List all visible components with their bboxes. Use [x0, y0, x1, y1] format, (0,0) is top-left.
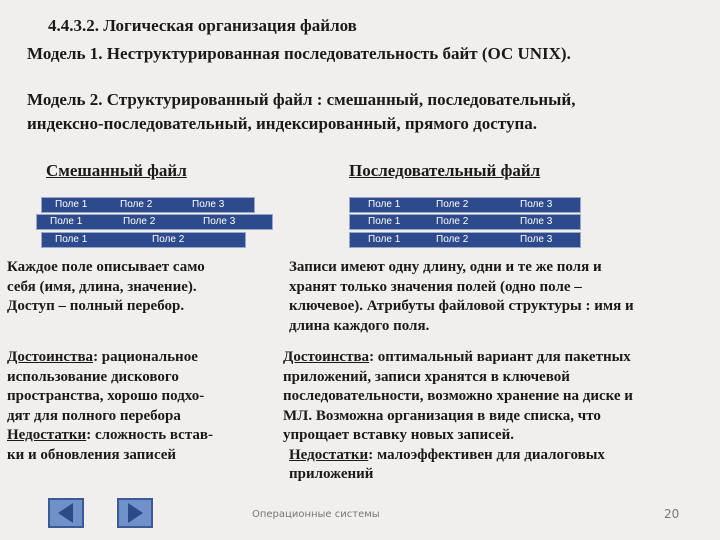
footer-text: Операционные системы [252, 509, 380, 520]
advantages-text: : оптимальный вариант для пакетных [369, 349, 631, 365]
text-line: использование дискового [7, 368, 179, 385]
page-number: 20 [664, 507, 680, 521]
text-line: себя (имя, длина, значение). [7, 278, 197, 295]
model2-line1: Модель 2. Структурированный файл : смешанный, последовательный, [27, 90, 576, 109]
text-line: ки и обновления записей [7, 446, 177, 463]
field-label: Поле 2 [120, 199, 153, 210]
field-label: Поле 3 [520, 234, 553, 245]
disadvantages-line [283, 446, 715, 466]
field-label: Поле 2 [123, 216, 156, 227]
sequential-pros-cons [283, 348, 715, 485]
field-label: Поле 1 [368, 234, 401, 245]
triangle-right-icon [119, 500, 151, 526]
page-heading: 4.4.3.2. Логическая организация файлов [48, 16, 357, 35]
sequential-record-3 [349, 232, 581, 248]
advantages-text: : рациональное [93, 349, 198, 365]
field-label: Поле 1 [368, 199, 401, 210]
disadvantages-line [7, 426, 272, 446]
disadvantages-text: : малоэффективен для диалоговых [368, 446, 605, 463]
field-label: Поле 1 [55, 199, 88, 210]
text-line: приложений, записи хранятся в ключевой [283, 368, 570, 385]
text-line: Доступ – полный перебор. [7, 298, 185, 314]
advantages-label: Достоинства [7, 349, 94, 365]
field-label: Поле 2 [436, 234, 469, 245]
field-label: Поле 1 [50, 216, 83, 227]
field-label: Поле 2 [436, 199, 469, 210]
mixed-record-3 [41, 232, 246, 248]
text-line: последовательности, возможно хранение на диске и [283, 388, 633, 404]
sequential-record-1 [349, 197, 581, 213]
field-label: Поле 1 [55, 234, 88, 245]
advantages-label: Достоинства [283, 349, 370, 365]
advantages-line [7, 348, 272, 368]
triangle-left-icon [50, 500, 82, 526]
text-line: хранят только значения полей (одно поле – [289, 278, 582, 295]
model2-line2: индексно-последовательный, индексированный, прямого доступа. [27, 114, 537, 133]
text-line: дят для полного перебора [7, 407, 181, 424]
field-label: Поле 3 [520, 216, 553, 227]
mixed-description [7, 258, 272, 317]
prev-slide-button[interactable] [48, 498, 84, 528]
text-line: Записи имеют одну длину, одни и те же поля и [289, 259, 602, 275]
sequential-description [289, 258, 714, 336]
text-line: длина каждого поля. [289, 317, 430, 334]
mixed-pros-cons [7, 348, 272, 465]
field-label: Поле 3 [192, 199, 225, 210]
model2-text [27, 88, 707, 136]
disadvantages-label: Недостатки [7, 427, 87, 443]
text-line: пространства, хорошо подхо- [7, 388, 205, 404]
field-label: Поле 3 [520, 199, 553, 210]
disadvantages-text: : сложность встав- [86, 427, 213, 443]
field-label: Поле 3 [203, 216, 236, 227]
field-label: Поле 1 [368, 216, 401, 227]
text-line: приложений [289, 466, 374, 482]
sequential-record-2 [349, 214, 581, 230]
sequential-file-title: Последовательный файл [349, 161, 541, 180]
mixed-record-2 [36, 214, 273, 230]
text-line: ключевое). Атрибуты файловой структуры : имя и [289, 298, 634, 314]
disadvantages-label: Недостатки [289, 446, 369, 463]
mixed-record-1 [41, 197, 255, 213]
model1-text: Модель 1. Неструктурированная последовательность байт (ОС UNIX). [27, 44, 571, 63]
text-line: Каждое поле описывает само [7, 259, 205, 275]
advantages-line [283, 348, 715, 368]
next-slide-button[interactable] [117, 498, 153, 528]
mixed-file-title: Смешанный файл [46, 161, 187, 180]
text-line: МЛ. Возможна организация в виде списка, что [283, 407, 601, 424]
field-label: Поле 2 [436, 216, 469, 227]
text-line: упрощает вставку новых записей. [283, 427, 515, 443]
field-label: Поле 2 [152, 234, 185, 245]
